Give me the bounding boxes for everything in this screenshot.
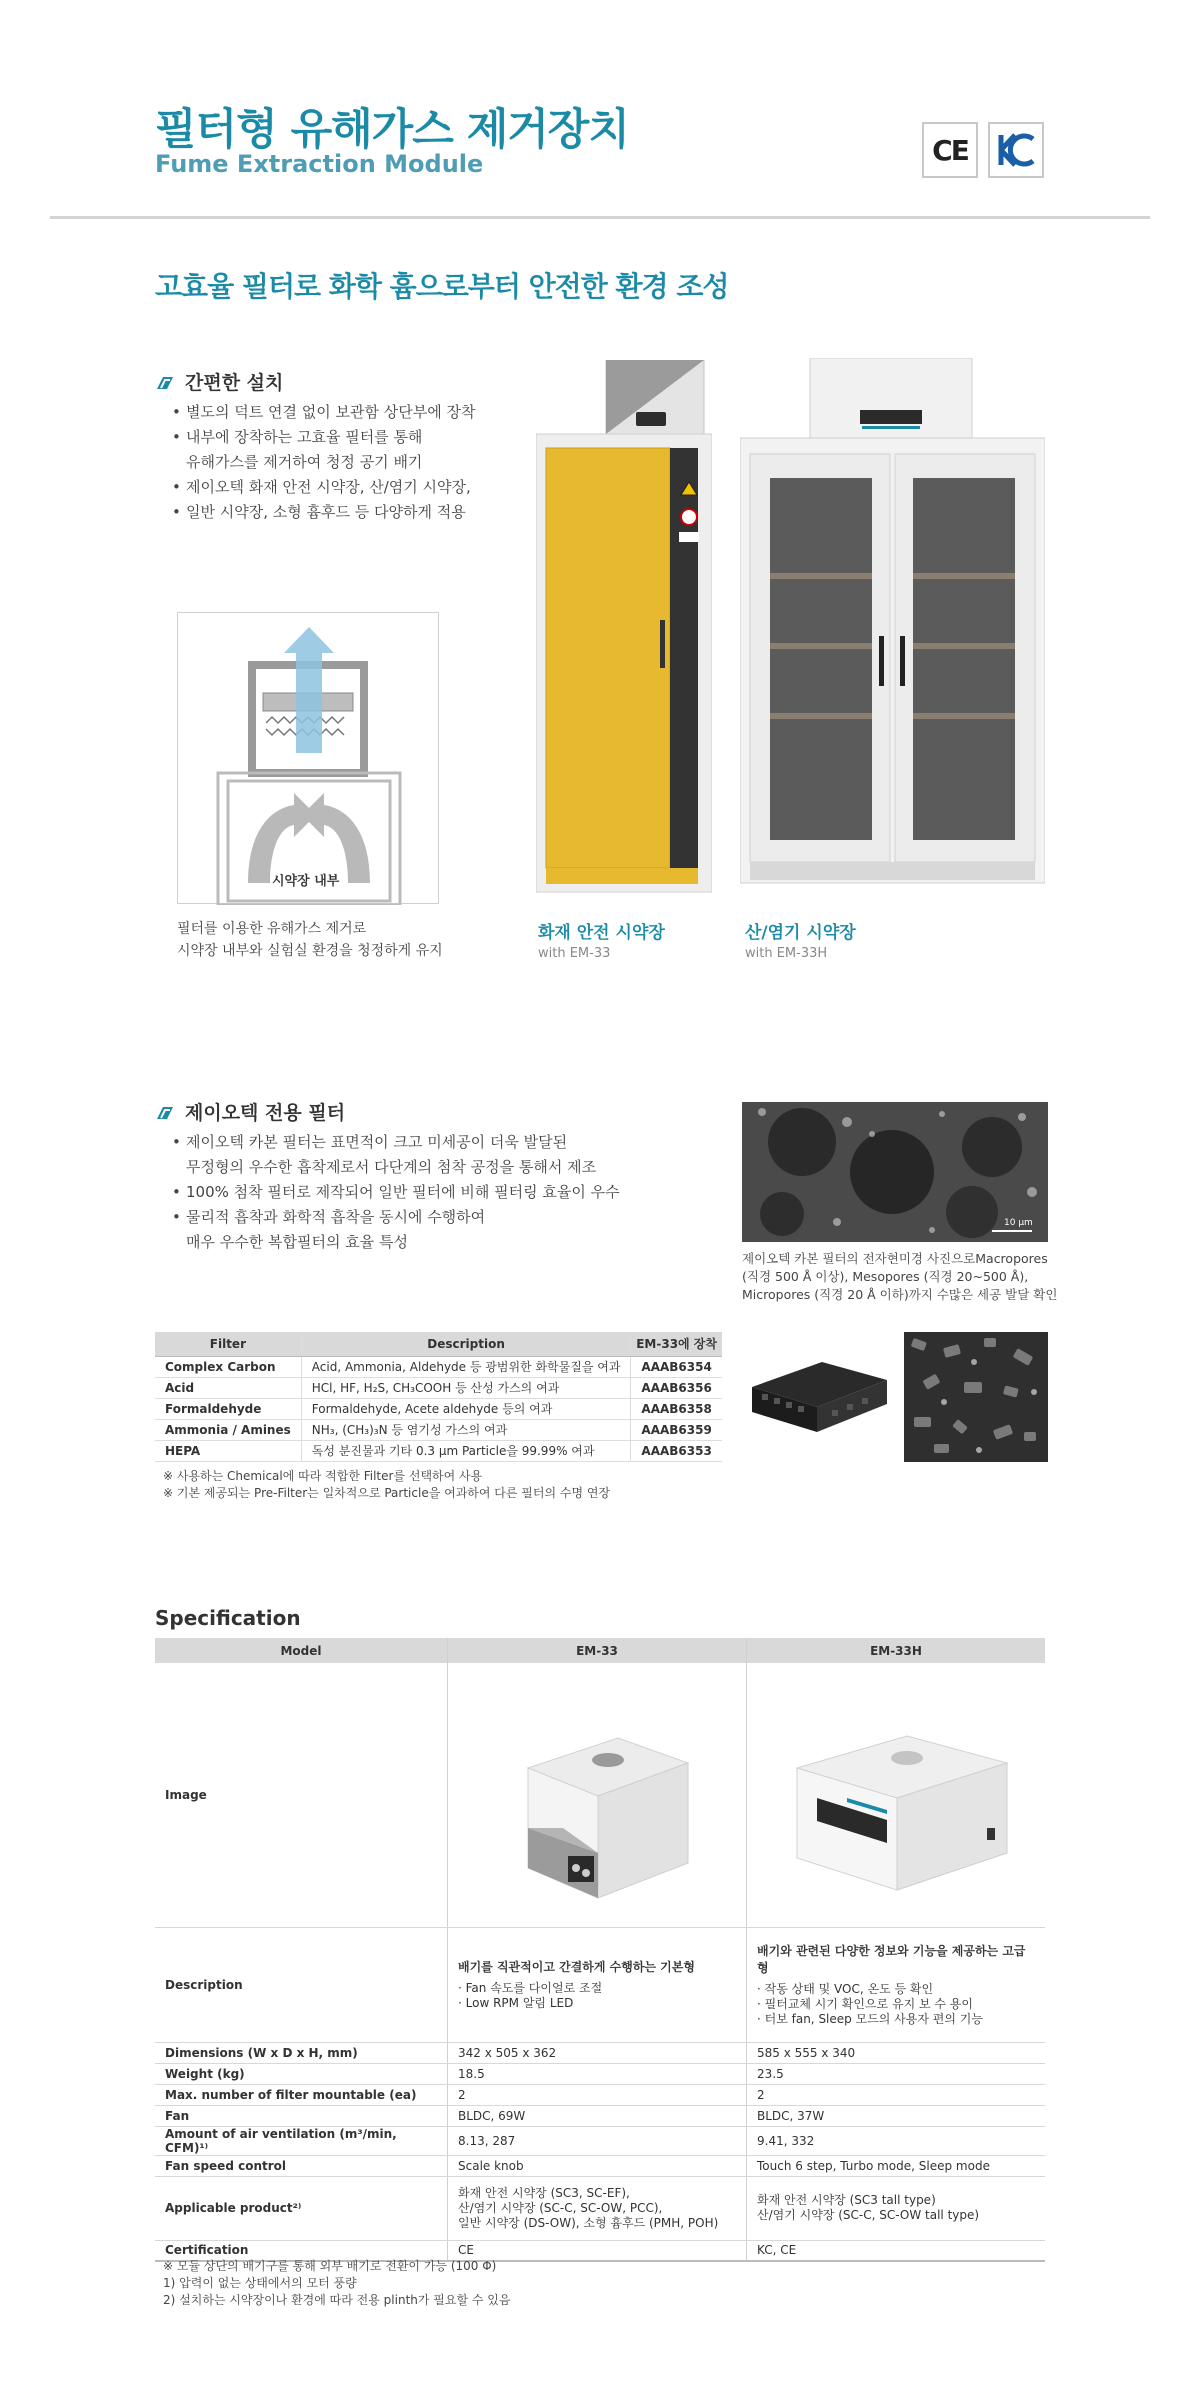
- section-filter-heading: [155, 1098, 345, 1125]
- desc-line: · 작동 상태 및 VOC, 온도 등 확인: [757, 1982, 934, 1996]
- section-bullet-icon: [155, 374, 175, 390]
- table-cell: 18.5: [448, 2063, 747, 2084]
- table-cell: Fan: [155, 2105, 448, 2126]
- table-cell: AAAB6356: [631, 1377, 722, 1398]
- fire-safety-cabinet-image: [536, 360, 712, 895]
- desc-line: · 터보 fan, Sleep 모드의 사용자 편의 기능: [757, 2012, 983, 2026]
- table-cell: 9.41, 332: [747, 2126, 1046, 2155]
- caption-line: (직경 500 Å 이상), Mesopores (직경 20~500 Å),: [742, 1269, 1029, 1284]
- list-item: • 별도의 덕트 연결 없이 보관함 상단부에 장착: [170, 400, 475, 425]
- table-cell: HCl, HF, H₂S, CH₃COOH 등 산성 가스의 여과: [301, 1377, 631, 1398]
- section-filter-title: 제이오텍 전용 필터: [185, 1102, 346, 1124]
- applicable-line: 일반 시약장 (DS-OW), 소형 흄후드 (PMH, POH): [458, 2215, 719, 2230]
- table-row: [155, 1663, 1045, 1927]
- table-header: EM-33H: [747, 1638, 1046, 1663]
- table-cell: Formaldehyde: [155, 1398, 301, 1419]
- section-installation-title: 간편한 설치: [185, 372, 284, 394]
- list-item: • 일반 시약장, 소형 흄후드 등 다양하게 적용: [170, 500, 475, 525]
- table-cell: 독성 분진물과 기타 0.3 μm Particle을 99.99% 여과: [301, 1440, 631, 1461]
- acid-cabinet-illustration: [740, 358, 1045, 893]
- applicable-line: 화재 안전 시약장 (SC3 tall type): [757, 2193, 936, 2207]
- caption-line: 필터를 이용한 유해가스 제거로: [177, 921, 367, 937]
- table-cell: BLDC, 69W: [448, 2105, 747, 2126]
- table-cell: Image: [155, 1663, 448, 1927]
- filter-cartridge-image: [742, 1332, 892, 1462]
- table-header: EM-33에 장착: [631, 1332, 722, 1356]
- table-cell: BLDC, 37W: [747, 2105, 1046, 2126]
- header-divider: [50, 216, 1150, 219]
- list-item: 매우 우수한 복합필터의 효율 특성: [186, 1233, 408, 1251]
- table-cell: Scale knob: [448, 2155, 747, 2176]
- desc-line: · Low RPM 알림 LED: [458, 1996, 574, 2010]
- table-cell: Complex Carbon: [155, 1356, 301, 1377]
- table-cell: Amount of air ventilation (m³/min, CFM)¹⁾: [155, 2126, 448, 2155]
- section-installation-heading: [155, 368, 283, 395]
- table-row: [155, 1398, 722, 1419]
- table-cell: 2: [448, 2084, 747, 2105]
- table-row: [155, 1377, 722, 1398]
- filter-notes: [163, 1468, 610, 1502]
- table-cell: AAAB6359: [631, 1419, 722, 1440]
- em33h-product-image: [757, 1668, 1035, 1918]
- filter-cartridge-illustration: [742, 1332, 892, 1462]
- sem-micrograph-image: [742, 1102, 1048, 1242]
- table-cell: AAAB6358: [631, 1398, 722, 1419]
- table-cell: 342 x 505 x 362: [448, 2042, 747, 2063]
- table-cell: 23.5: [747, 2063, 1046, 2084]
- page-subtitle: Fume Extraction Module: [155, 150, 484, 178]
- table-cell: 8.13, 287: [448, 2126, 747, 2155]
- sem-caption: [742, 1250, 1057, 1304]
- list-item: 무정형의 우수한 흡착제로서 다단계의 첨착 공정을 통해서 제조: [186, 1158, 597, 1176]
- table-row: [155, 1356, 722, 1377]
- diagram-label: 시약장 내부: [272, 874, 340, 889]
- acid-base-cabinet-image: [740, 358, 1045, 893]
- desc-line: · 필터교체 시기 확인으로 유지 보 수 용이: [757, 1997, 973, 2011]
- table-row: [155, 1927, 1045, 2042]
- airflow-diagram-graphic: [178, 613, 440, 905]
- table-cell: HEPA: [155, 1440, 301, 1461]
- ce-mark-label: CE: [932, 133, 968, 167]
- installation-bullets: [170, 400, 475, 525]
- em33h-desc-head: 배기와 관련된 다양한 정보와 기능을 제공하는 고급형: [757, 1944, 1026, 1975]
- desc-line: · Fan 속도를 다이얼로 조절: [458, 1981, 603, 1995]
- em33-image-cell: [448, 1663, 747, 1927]
- product2-subtitle: with EM-33H: [745, 946, 828, 961]
- product1-title: 화재 안전 시약장: [538, 923, 665, 943]
- table-cell: [448, 2176, 747, 2240]
- note-line: ※ 기본 제공되는 Pre-Filter는 일차적으로 Particle을 여과하여 다른 필터의 수명 연장: [163, 1486, 611, 1500]
- list-item: • 100% 첨착 필터로 제작되어 일반 필터에 비해 필터링 효율이 우수: [170, 1180, 620, 1205]
- kc-logo-icon: [993, 127, 1039, 173]
- note-line: 2) 설치하는 시약장이나 환경에 따라 전용 plinth가 필요할 수 있음: [163, 2293, 511, 2307]
- caption-line: 시약장 내부와 실험실 환경을 청정하게 유지: [177, 943, 443, 959]
- table-row: [155, 2042, 1045, 2063]
- note-line: ※ 사용하는 Chemical에 따라 적합한 Filter를 선택하여 사용: [163, 1469, 483, 1483]
- table-cell: Ammonia / Amines: [155, 1419, 301, 1440]
- table-cell: 2: [747, 2084, 1046, 2105]
- table-cell: AAAB6354: [631, 1356, 722, 1377]
- filter-bullets: [170, 1130, 620, 1255]
- table-cell: Acid, Ammonia, Aldehyde 등 광범위한 화학물질을 여과: [301, 1356, 631, 1377]
- sem-texture: [742, 1102, 1048, 1242]
- caption-line: 제이오텍 카본 필터의 전자현미경 사진으로Macropores: [742, 1251, 1048, 1266]
- applicable-line: 산/염기 시약장 (SC-C, SC-OW tall type): [757, 2208, 980, 2222]
- table-row: [155, 2084, 1045, 2105]
- list-item: • 제이오텍 카본 필터는 표면적이 크고 미세공이 더욱 발달된: [170, 1130, 620, 1155]
- section-bullet-icon: [155, 1104, 175, 1120]
- table-header: Filter: [155, 1332, 301, 1356]
- carbon-granules-texture: [904, 1332, 1048, 1462]
- table-cell: Weight (kg): [155, 2063, 448, 2084]
- table-cell: CE: [448, 2240, 747, 2261]
- list-item: • 물리적 흡착과 화학적 흡착을 동시에 수행하여: [170, 1205, 620, 1230]
- list-item: 유해가스를 제거하여 청정 공기 배기: [186, 453, 423, 471]
- table-cell: AAAB6353: [631, 1440, 722, 1461]
- table-cell: [747, 1927, 1046, 2042]
- table-row: [155, 2176, 1045, 2240]
- em33-product-image: [458, 1668, 736, 1918]
- em33h-image-cell: [747, 1663, 1046, 1927]
- table-header: Description: [301, 1332, 631, 1356]
- table-row: [155, 1440, 722, 1461]
- table-cell: Certification: [155, 2240, 448, 2261]
- airflow-diagram: [177, 612, 439, 904]
- table-cell: NH₃, (CH₃)₃N 등 염기성 가스의 여과: [301, 1419, 631, 1440]
- fire-cabinet-illustration: [536, 360, 712, 895]
- table-row: [155, 2126, 1045, 2155]
- table-cell: 585 x 555 x 340: [747, 2042, 1046, 2063]
- table-header: EM-33: [448, 1638, 747, 1663]
- table-row: [155, 2155, 1045, 2176]
- table-header: Model: [155, 1638, 448, 1663]
- table-row: [155, 1419, 722, 1440]
- em33-desc-head: 배기를 직관적이고 간결하게 수행하는 기본형: [458, 1960, 695, 1974]
- filter-table: [155, 1332, 722, 1462]
- carbon-granules-image: [904, 1332, 1048, 1462]
- applicable-line: 화재 안전 시약장 (SC3, SC-EF),: [458, 2185, 630, 2200]
- table-row: [155, 2063, 1045, 2084]
- product1-subtitle: with EM-33: [538, 946, 611, 961]
- table-row: [155, 2105, 1045, 2126]
- note-line: 1) 압력이 없는 상태에서의 모터 풍량: [163, 2276, 357, 2290]
- table-cell: Fan speed control: [155, 2155, 448, 2176]
- table-cell: Dimensions (W x D x H, mm): [155, 2042, 448, 2063]
- note-line: ※ 모듈 상단의 배기구를 통해 외부 배기로 전환이 가능 (100 Φ): [163, 2259, 497, 2273]
- table-cell: Formaldehyde, Acete aldehyde 등의 여과: [301, 1398, 631, 1419]
- table-cell: [448, 1927, 747, 2042]
- diagram-caption: [177, 918, 443, 962]
- list-item: • 내부에 장착하는 고효율 필터를 통해: [170, 425, 475, 450]
- table-cell: Acid: [155, 1377, 301, 1398]
- ce-mark-icon: [922, 122, 978, 178]
- sem-scale-label: 10 μm: [1004, 1218, 1033, 1228]
- table-cell: Max. number of filter mountable (ea): [155, 2084, 448, 2105]
- spec-title: Specification: [155, 1606, 301, 1630]
- spec-table: [155, 1638, 1045, 2262]
- table-cell: KC, CE: [747, 2240, 1046, 2261]
- list-item: • 제이오텍 화재 안전 시약장, 산/염기 시약장,: [170, 475, 475, 500]
- product2-title: 산/염기 시약장: [745, 923, 856, 943]
- table-cell: Description: [155, 1927, 448, 2042]
- applicable-line: 산/염기 시약장 (SC-C, SC-OW, PCC),: [458, 2200, 663, 2215]
- spec-notes: [163, 2258, 510, 2309]
- table-cell: [747, 2176, 1046, 2240]
- page-title: 필터형 유해가스 제거장치: [155, 105, 629, 155]
- headline: 고효율 필터로 화학 흄으로부터 안전한 환경 조성: [155, 270, 729, 303]
- table-cell: Touch 6 step, Turbo mode, Sleep mode: [747, 2155, 1046, 2176]
- table-cell: Applicable product²⁾: [155, 2176, 448, 2240]
- caption-line: Micropores (직경 20 Å 이하)까지 수많은 세공 발달 확인: [742, 1287, 1058, 1302]
- kc-mark-icon: [988, 122, 1044, 178]
